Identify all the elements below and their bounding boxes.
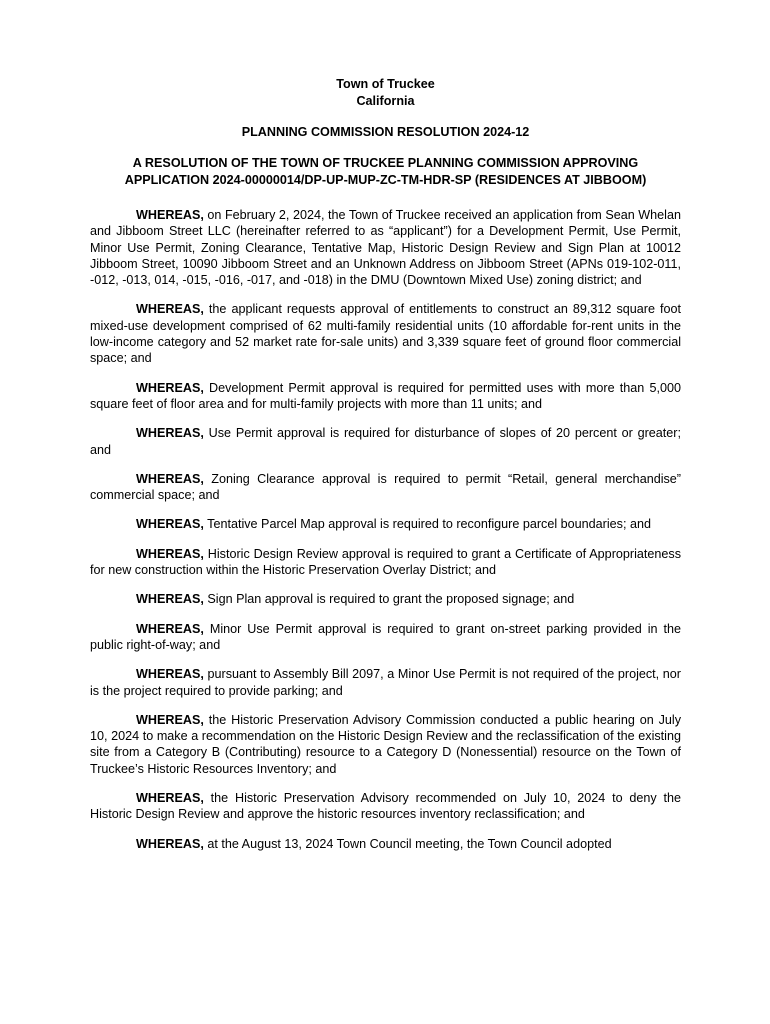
- whereas-keyword: WHEREAS,: [136, 592, 204, 607]
- whereas-paragraph-6: [90, 516, 681, 532]
- paragraph-text: at the August 13, 2024 Town Council meeting, the Town Council adopted: [203, 836, 612, 851]
- whereas-keyword: WHEREAS,: [136, 471, 204, 486]
- whereas-paragraph-8: [90, 591, 681, 607]
- paragraph-text: Historic Design Review approval is required to grant a Certificate of Appropriateness for new construction within the Historic Preservation Overlay District; and: [90, 546, 681, 578]
- whereas-paragraph-13: [90, 836, 681, 852]
- paragraph-text: Tentative Parcel Map approval is required to reconfigure parcel boundaries; and: [203, 517, 651, 532]
- town-name: Town of Truckee: [336, 77, 435, 91]
- whereas-paragraph-5: [90, 471, 681, 504]
- state-name: California: [356, 94, 415, 108]
- document-header: [90, 76, 681, 189]
- paragraph-text: Zoning Clearance approval is required to permit “Retail, general merchandise” commercial space; and: [90, 471, 681, 503]
- whereas-keyword: WHEREAS,: [136, 302, 204, 317]
- whereas-keyword: WHEREAS,: [136, 621, 204, 636]
- whereas-paragraph-7: [90, 546, 681, 579]
- paragraph-text: Sign Plan approval is required to grant the proposed signage; and: [203, 592, 575, 607]
- resolution-body: [90, 207, 681, 852]
- whereas-keyword: WHEREAS,: [136, 667, 204, 682]
- whereas-keyword: WHEREAS,: [136, 712, 204, 727]
- subtitle-line-1: A RESOLUTION OF THE TOWN OF TRUCKEE PLANNING COMMISSION APPROVING: [132, 156, 639, 170]
- whereas-keyword: WHEREAS,: [136, 380, 204, 395]
- paragraph-text: the applicant requests approval of entitlements to construct an 89,312 square foot mixed-use development comprised of 62 multi-family residential units (10 affordable for-rent units in the low-income category and 52 market rate for-sale units) and 3,339 square feet of ground floor commercial space; and: [90, 302, 681, 366]
- paragraph-text: on February 2, 2024, the Town of Truckee received an application from Sean Whelan and Jibboom Street LLC (hereinafter referred to as “applicant”) for a Development Permit, Use Permit, Minor Use Permit, Zoning Clearance, Tentative Map, Historic Design Review and Sign Plan at 10012 Jibboom Street, 10090 Jibboom Street and an Unknown Address on Jibboom Street (APNs 019-102-011, -012, -013, 014, -015, -016, -017, and -018) in the DMU (Downtown Mixed Use) zoning district; and: [90, 208, 681, 288]
- paragraph-text: Development Permit approval is required for permitted uses with more than 5,000 square feet of floor area and for multi-family projects with more than 11 units; and: [90, 380, 681, 411]
- whereas-keyword: WHEREAS,: [136, 426, 204, 441]
- whereas-paragraph-3: [90, 380, 681, 413]
- whereas-paragraph-9: [90, 621, 681, 654]
- whereas-keyword: WHEREAS,: [136, 836, 204, 851]
- resolution-subtitle: [90, 155, 681, 189]
- whereas-paragraph-1: [90, 207, 681, 288]
- whereas-paragraph-10: [90, 666, 681, 699]
- paragraph-text: pursuant to Assembly Bill 2097, a Minor Use Permit is not required of the project, nor is the project required to provide parking; and: [90, 667, 681, 698]
- whereas-keyword: WHEREAS,: [136, 791, 204, 806]
- whereas-keyword: WHEREAS,: [136, 208, 204, 222]
- paragraph-text: Use Permit approval is required for disturbance of slopes of 20 percent or greater; and: [90, 426, 681, 457]
- whereas-paragraph-12: [90, 790, 681, 823]
- paragraph-text: the Historic Preservation Advisory Commission conducted a public hearing on July 10, 2024 to make a recommendation on the Historic Design Review and the reclassification of the existing site from a Category B (Contributing) resource to a Category D (Nonessential) resource on the Town of Truckee’s Historic Resources Inventory; and: [90, 712, 681, 776]
- paragraph-text: Minor Use Permit approval is required to grant on-street parking provided in the public right-of-way; and: [90, 621, 681, 652]
- whereas-paragraph-11: [90, 712, 681, 777]
- subtitle-line-2: APPLICATION 2024-00000014/DP-UP-MUP-ZC-TM-HDR-SP (RESIDENCES AT JIBBOOM): [124, 173, 647, 187]
- whereas-paragraph-4: [90, 425, 681, 458]
- paragraph-text: the Historic Preservation Advisory recommended on July 10, 2024 to deny the Historic Design Review and approve the historic resources inventory reclassification; and: [90, 791, 681, 822]
- resolution-title: PLANNING COMMISSION RESOLUTION 2024-12: [241, 125, 530, 139]
- whereas-keyword: WHEREAS,: [136, 517, 204, 532]
- whereas-paragraph-2: [90, 301, 681, 366]
- whereas-keyword: WHEREAS,: [136, 546, 204, 561]
